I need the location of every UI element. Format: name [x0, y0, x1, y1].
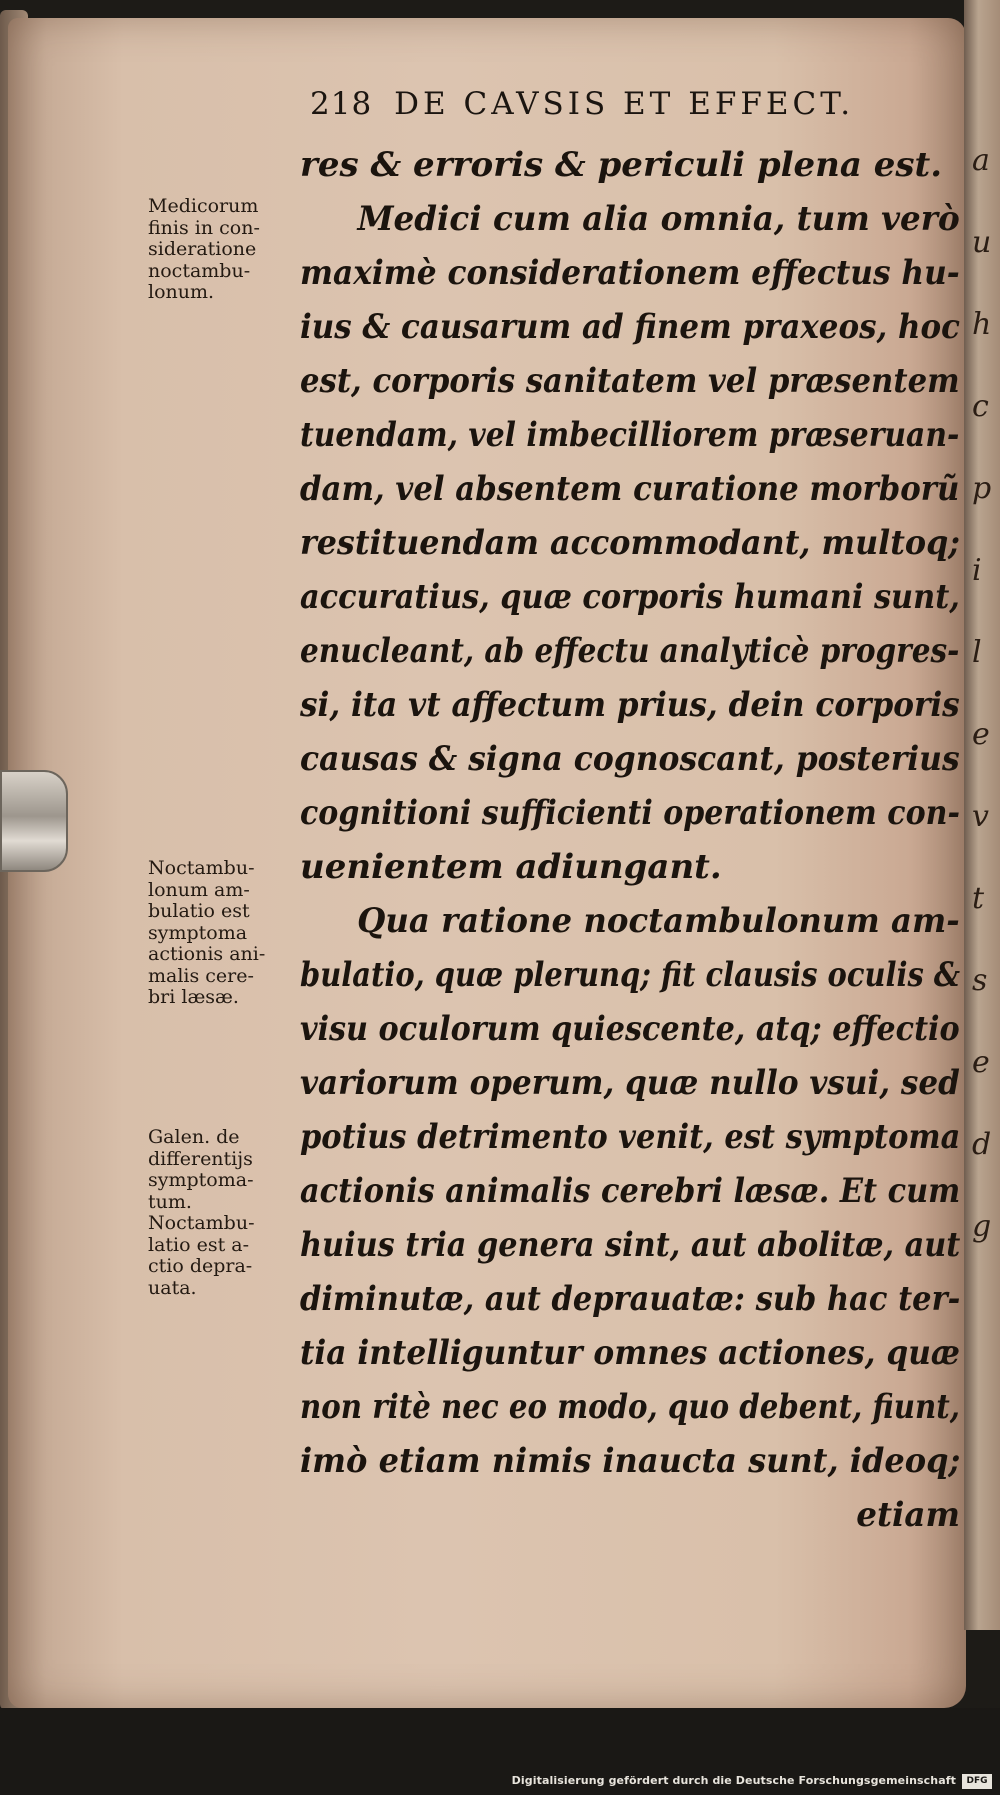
- text-line: non ritè nec eo modo, quo debent, fiunt,: [300, 1387, 960, 1427]
- running-header: [310, 86, 854, 122]
- text-line: visu oculorum quiescente, atq; effectio: [300, 1009, 960, 1049]
- margin-note-line: Noctambu-: [148, 857, 255, 879]
- margin-note-line: Galen. de: [148, 1126, 240, 1148]
- text-line: actionis animalis cerebri læsæ. Et cum: [300, 1171, 961, 1211]
- text-line: variorum operum, quæ nullo vsui, sed: [300, 1063, 960, 1103]
- text-line: res & erroris & periculi plena est.: [300, 145, 943, 185]
- margin-note-line: symptoma: [148, 921, 248, 944]
- text-line: Medici cum alia omnia, tum verò: [357, 199, 960, 239]
- margin-note-line: finis in con-: [148, 216, 260, 239]
- margin-note-line: latio est a-: [148, 1233, 250, 1256]
- margin-note-line: uata.: [148, 1276, 197, 1299]
- facing-glyph: e: [972, 717, 990, 752]
- margin-note-galen: [148, 1127, 306, 1299]
- margin-note-line: symptoma-: [148, 1169, 254, 1191]
- scan-footer-band: [0, 1708, 1000, 1795]
- margin-note-line: lonum am-: [148, 878, 250, 901]
- facing-glyph: a: [972, 143, 990, 178]
- margin-note-line: differentijs: [148, 1147, 253, 1170]
- margin-note-line: lonum.: [148, 281, 215, 303]
- text-line: ius & causarum ad finem praxeos, hoc: [300, 307, 960, 347]
- text-line: uenientem adiungant.: [300, 847, 722, 887]
- text-line: enucleant, ab effectu analyticè progres-: [300, 631, 960, 671]
- facing-glyph: i: [972, 553, 982, 588]
- text-line: diminutæ, aut deprauatæ: sub hac ter-: [300, 1279, 961, 1319]
- facing-glyph: e: [972, 1045, 990, 1080]
- margin-note-line: ctio depra-: [148, 1255, 253, 1277]
- text-line: potius detrimento venit, est symptoma: [300, 1117, 961, 1157]
- facing-glyph: h: [972, 307, 992, 342]
- digitization-credit: Digitalisierung gefördert durch die Deutsche Forschungsgemeinschaft: [511, 1774, 956, 1787]
- facing-glyph: d: [972, 1127, 992, 1162]
- margin-note-line: actionis ani-: [148, 943, 266, 965]
- margin-note-line: malis cere-: [148, 964, 254, 987]
- running-title: DE CAVSIS ET EFFECT.: [394, 86, 855, 122]
- margin-note-line: Noctambu-: [148, 1212, 255, 1234]
- facing-glyph: c: [972, 389, 989, 424]
- text-line: bulatio, quæ plerunq; fit clausis oculis &: [300, 955, 960, 995]
- margin-note-line: sideratione: [148, 238, 257, 260]
- facing-glyph: v: [972, 799, 989, 834]
- facing-glyph: t: [972, 881, 985, 916]
- text-line: accuratius, quæ corporis humani sunt,: [300, 577, 960, 617]
- text-line: imò etiam nimis inaucta sunt, ideoq;: [300, 1441, 961, 1481]
- margin-note-line: bulatio est: [148, 900, 250, 922]
- text-line: dam, vel absentem curatione morborũ: [300, 469, 960, 509]
- facing-glyph: s: [972, 963, 988, 998]
- text-line: Qua ratione noctambulonum am-: [357, 901, 960, 941]
- text-line: est, corporis sanitatem vel præsentem: [300, 361, 960, 401]
- margin-note-line: noctambu-: [148, 259, 251, 282]
- facing-glyph: g: [972, 1209, 992, 1244]
- margin-note-noctambulonum: [148, 858, 306, 1009]
- catchword: etiam: [856, 1495, 961, 1535]
- margin-note-medicorum: [148, 196, 306, 304]
- facing-glyph: p: [972, 471, 992, 506]
- text-line: causas & signa cognoscant, posterius: [300, 739, 960, 779]
- facing-glyph: l: [972, 635, 982, 670]
- margin-note-line: tum.: [148, 1190, 192, 1213]
- text-line: tuendam, vel imbecilliorem præseruan-: [300, 415, 960, 455]
- page-number: 218: [310, 86, 373, 122]
- dfg-logo: DFG: [962, 1774, 992, 1789]
- margin-note-line: Medicorum: [148, 195, 259, 217]
- metal-clasp: [0, 770, 68, 872]
- text-line: restituendam accommodant, multoq;: [300, 523, 961, 563]
- facing-page-glyphs: [972, 120, 998, 1268]
- text-line: tia intelliguntur omnes actiones, quæ: [300, 1333, 960, 1373]
- body-text: [300, 138, 970, 1542]
- facing-glyph: u: [972, 225, 992, 260]
- margin-note-line: bri læsæ.: [148, 986, 239, 1008]
- text-line: maximè considerationem effectus hu-: [300, 253, 960, 293]
- text-line: cognitioni sufficienti operationem con-: [300, 793, 960, 833]
- text-line: huius tria genera sint, aut abolitæ, aut: [300, 1225, 961, 1265]
- text-line: si, ita vt affectum prius, dein corporis: [300, 685, 960, 725]
